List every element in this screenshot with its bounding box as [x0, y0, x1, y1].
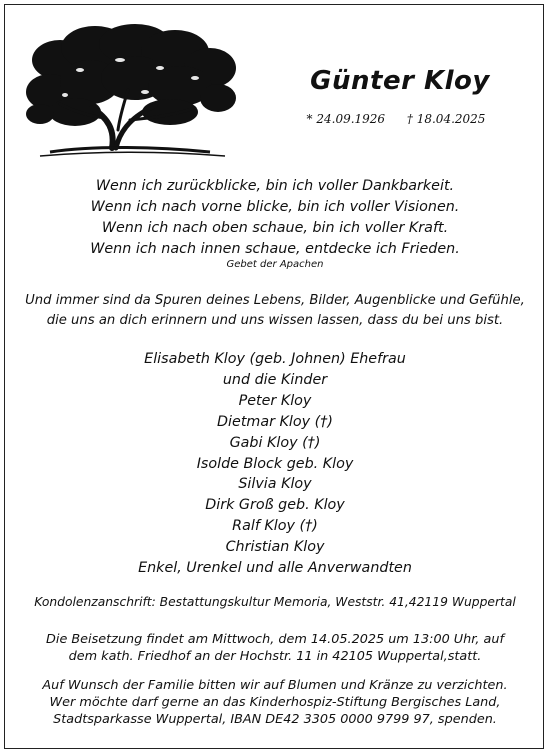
- family-member: Enkel, Urenkel und alle Anverwandten: [138, 560, 412, 577]
- family-member: Silvia Kloy: [238, 476, 312, 493]
- death-date: † 18.04.2025: [406, 112, 486, 126]
- poem: [0, 176, 550, 260]
- poem-line: Wenn ich nach vorne blicke, bin ich voller Visionen.: [90, 199, 460, 215]
- family-member: Peter Kloy: [238, 392, 312, 409]
- deceased-name: Günter Kloy: [310, 66, 490, 96]
- funeral-line: dem kath. Friedhof an der Hochstr. 11 in 42105 Wuppertal,statt.: [68, 649, 482, 664]
- funeral-line: Die Beisetzung findet am Mittwoch, dem 14.05.2025 um 13:00 Uhr, auf: [46, 632, 504, 647]
- donation-line: Auf Wunsch der Familie bitten wir auf Blumen und Kränze zu verzichten.: [42, 678, 508, 693]
- birth-date: * 24.09.1926: [306, 112, 386, 126]
- family-member: Ralf Kloy (†): [232, 518, 318, 535]
- family-member: Christian Kloy: [225, 539, 325, 556]
- donation-info: [0, 677, 550, 728]
- poem-line: Wenn ich zurückblicke, bin ich voller Dankbarkeit.: [95, 178, 455, 194]
- poem-line: Wenn ich nach oben schaue, bin ich voller Kraft.: [101, 220, 449, 236]
- donation-line: Wer möchte darf gerne an das Kinderhospiz-Stiftung Bergisches Land,: [49, 695, 501, 710]
- family-member: Isolde Block geb. Kloy: [196, 455, 354, 472]
- tree-illustration: [20, 20, 240, 160]
- family-member: Gabi Kloy (†): [229, 434, 321, 451]
- memorial-text: [0, 291, 550, 331]
- family-member: Dietmar Kloy (†): [217, 413, 333, 430]
- family-member: Elisabeth Kloy (geb. Johnen) Ehefrau: [144, 351, 406, 367]
- donation-line: Stadtsparkasse Wuppertal, IBAN DE42 3305 0000 9799 97, spenden.: [53, 712, 497, 727]
- poem-line: Wenn ich nach innen schaue, entdecke ich Frieden.: [90, 241, 460, 257]
- family-member: Dirk Groß geb. Kloy: [205, 497, 345, 514]
- condolence-address: Kondolenzanschrift: Bestattungskultur Memoria, Weststr. 41,42119 Wuppertal: [34, 595, 516, 609]
- funeral-info: [0, 631, 550, 665]
- memorial-line: die uns an dich erinnern und uns wissen lassen, dass du bei uns bist.: [46, 313, 504, 328]
- life-dates: [296, 112, 496, 126]
- family-member: und die Kinder: [222, 371, 328, 388]
- memorial-line: Und immer sind da Spuren deines Lebens, Bilder, Augenblicke und Gefühle,: [25, 293, 525, 308]
- family-list: [0, 349, 550, 579]
- poem-source: Gebet der Apachen: [226, 259, 324, 270]
